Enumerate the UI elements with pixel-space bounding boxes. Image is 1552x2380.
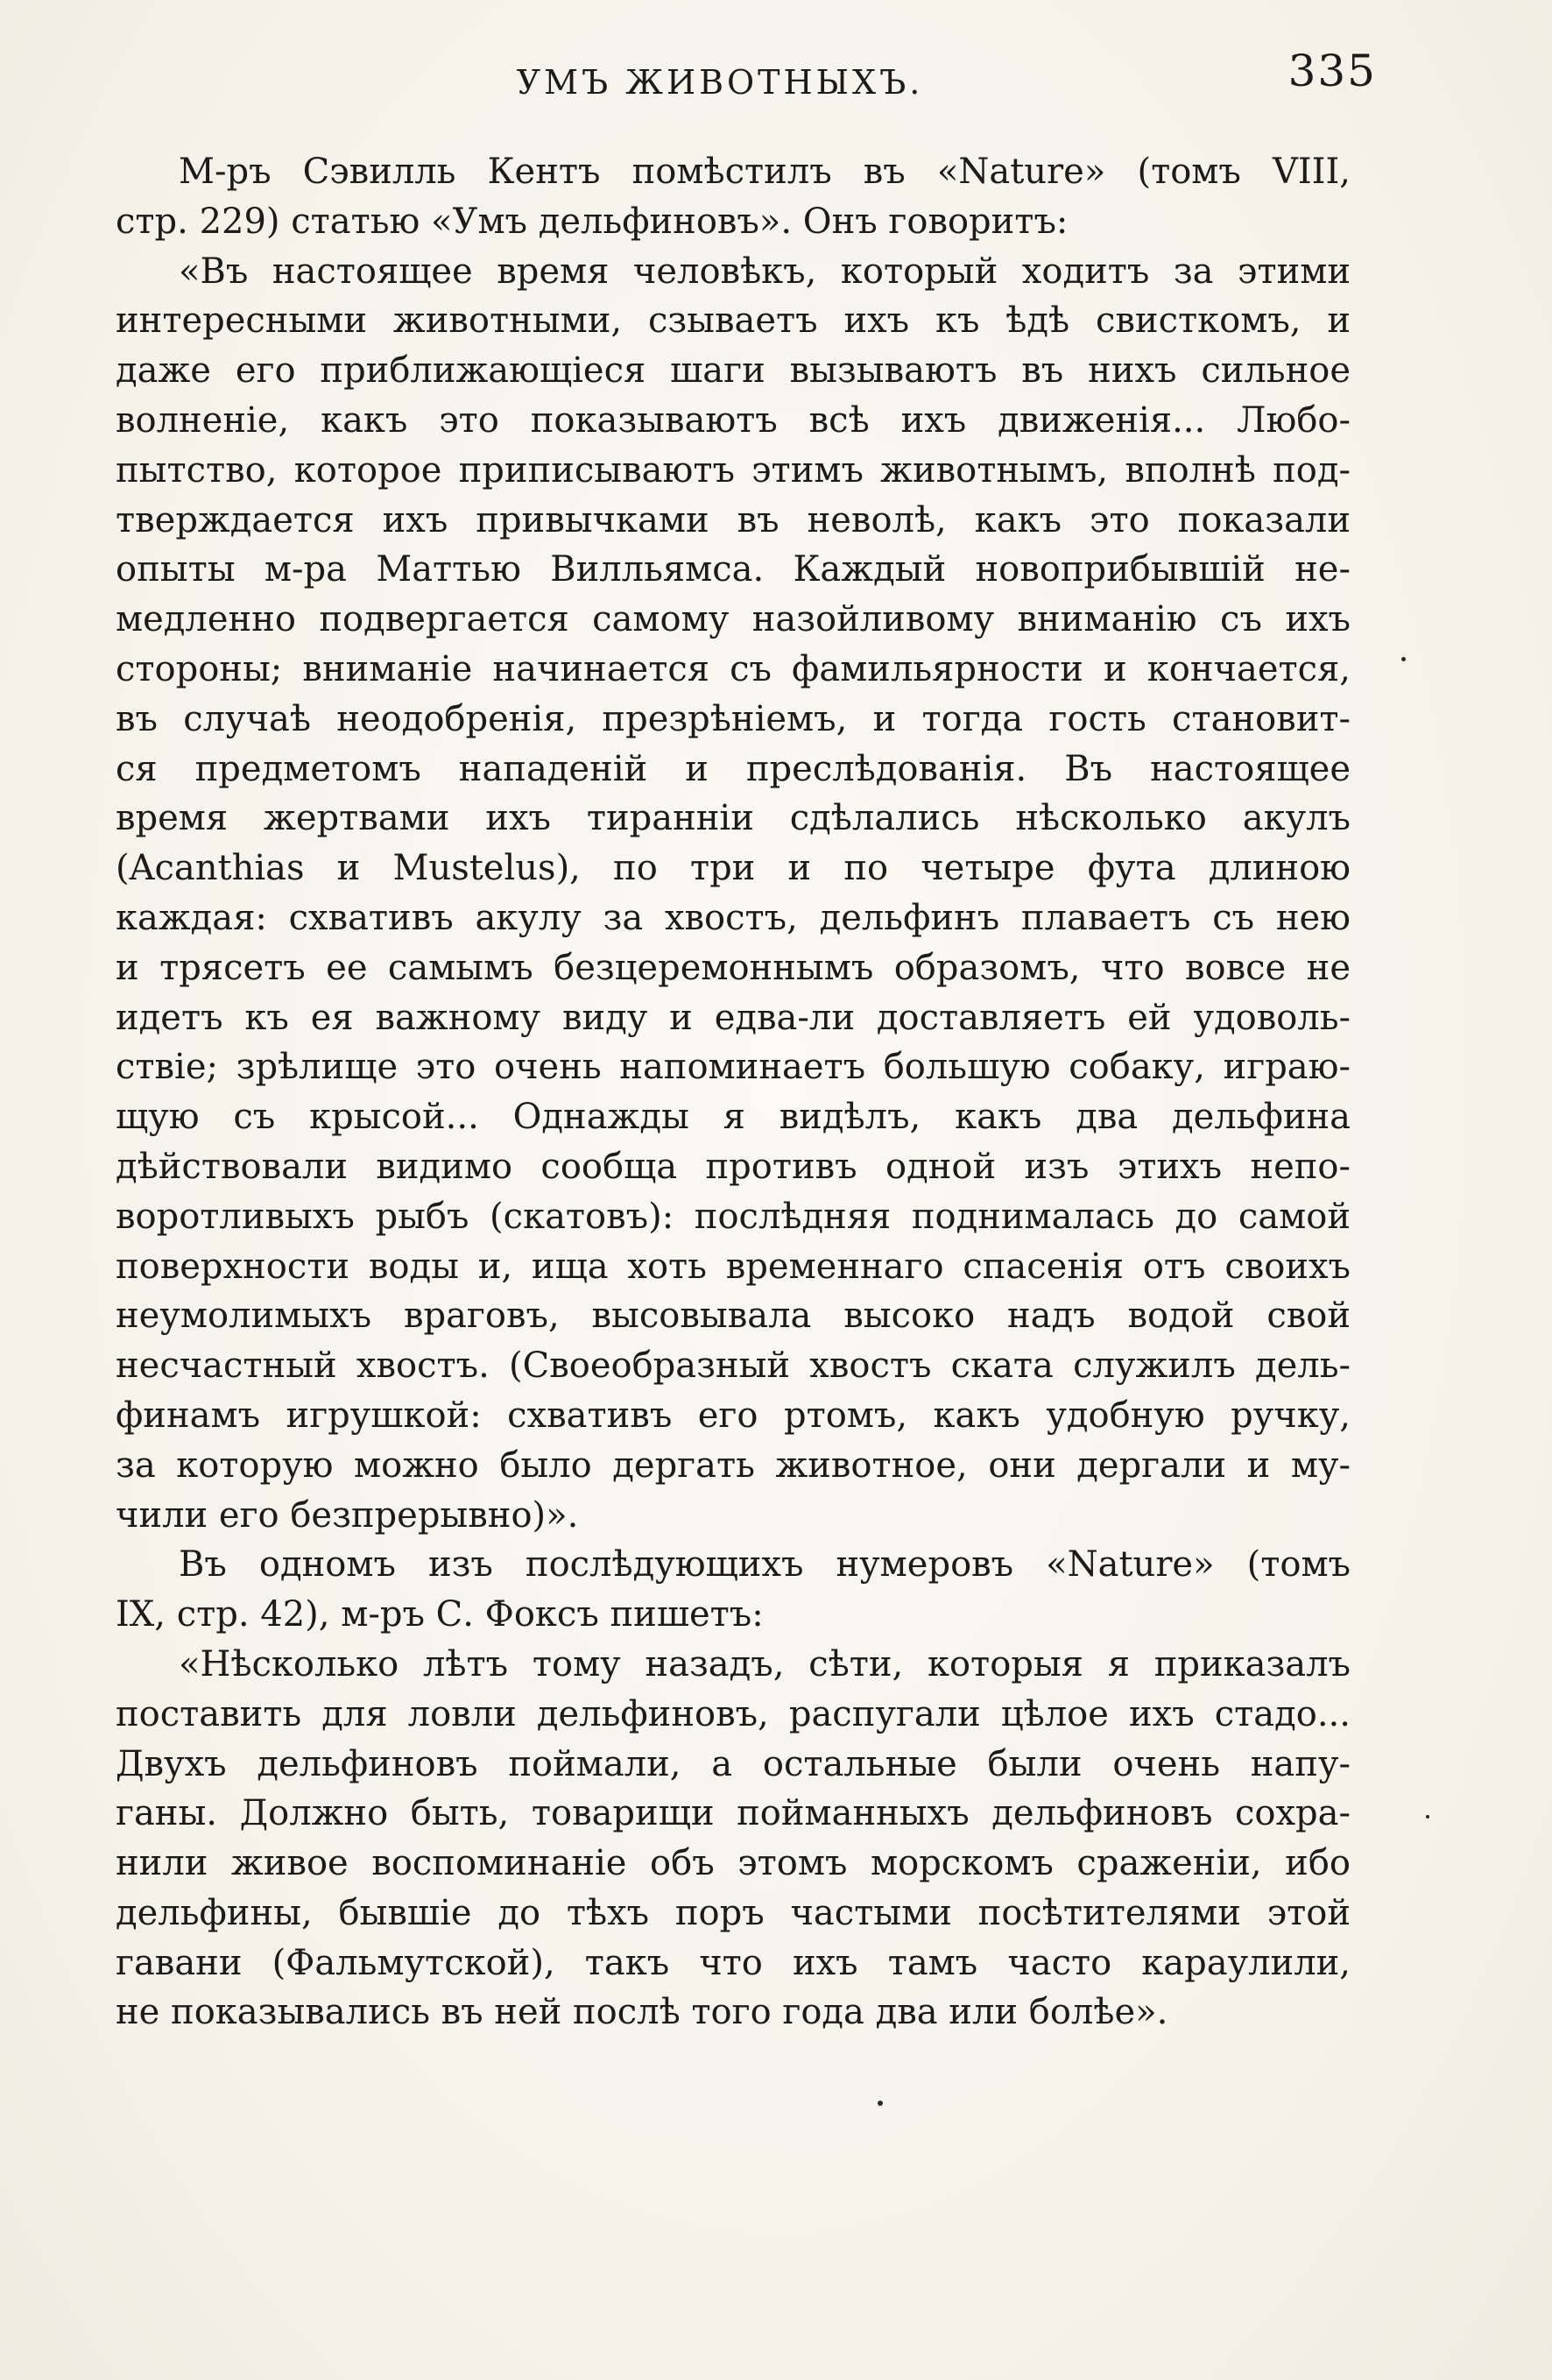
print-speck	[1426, 1815, 1429, 1819]
text-line: ся предметомъ нападеній и преслѣдованія. Въ настоящее	[116, 748, 1351, 789]
running-title: УМЪ ЖИВОТНЫХЪ.	[516, 63, 924, 102]
text-line: волненіе, какъ это показываютъ всѣ ихъ движенія... Любо-	[116, 399, 1351, 441]
text-line: интересными животными, сзываетъ ихъ къ ѣдѣ свисткомъ, и	[116, 300, 1351, 342]
text-line: и трясетъ ее самымъ безцеремоннымъ образомъ, что вовсе не	[116, 947, 1351, 988]
text-line: каждая: схвативъ акулу за хвостъ, дельфинъ плаваетъ съ нею	[116, 897, 1351, 938]
text-line: нили живое воспоминаніе объ этомъ морскомъ сраженіи, ибо	[116, 1843, 1351, 1884]
body-text	[116, 147, 1351, 2037]
text-line: IX, стр. 42), м-ръ С. Фоксъ пишетъ:	[116, 1594, 764, 1635]
text-line: идетъ къ ея важному виду и едва-ли доставляетъ ей удоволь-	[116, 997, 1351, 1038]
text-line: несчастный хвостъ. (Своеобразный хвостъ ската служилъ дель-	[116, 1345, 1351, 1387]
print-speck	[1401, 657, 1406, 661]
text-line: дѣйствовали видимо сообща противъ одной изъ этихъ непо-	[116, 1146, 1351, 1187]
text-line: поверхности воды и, ища хоть временнаго спасенія отъ своихъ	[116, 1246, 1351, 1287]
text-line: неумолимыхъ враговъ, высовывала высоко надъ водой свой	[116, 1296, 1351, 1337]
text-line: не показывались въ ней послѣ того года два или болѣе».	[116, 1992, 1168, 2033]
text-line: дельфины, бывшіе до тѣхъ поръ частыми посѣтителями этой	[116, 1892, 1351, 1933]
text-line: ствіе; зрѣлище это очень напоминаетъ большую собаку, играю-	[116, 1047, 1351, 1088]
text-line: за которую можно было дергать животное, они дергали и му-	[116, 1444, 1351, 1486]
text-line: стр. 229) статью «Умъ дельфиновъ». Онъ говоритъ:	[116, 201, 1069, 242]
text-line: чили его безпрерывно)».	[116, 1494, 579, 1536]
text-line: пытство, которое приписываютъ этимъ животнымъ, вполнѣ под-	[116, 449, 1351, 491]
text-line: Въ одномъ изъ послѣдующихъ нумеровъ «Nature» (томъ	[179, 1544, 1351, 1585]
text-line: «Въ настоящее время человѣкъ, который ходитъ за этими	[179, 251, 1351, 292]
text-line: въ случаѣ неодобренія, презрѣніемъ, и тогда гость становит-	[116, 698, 1351, 739]
text-line: воротливыхъ рыбъ (скатовъ): послѣдняя поднималась до самой	[116, 1196, 1351, 1237]
text-line: поставить для ловли дельфиновъ, распугали цѣлое ихъ стадо...	[116, 1693, 1351, 1734]
text-line: тверждается ихъ привычками въ неволѣ, какъ это показали	[116, 499, 1351, 540]
text-line: время жертвами ихъ тиранніи сдѣлались нѣсколько акулъ	[116, 798, 1351, 839]
text-line: «Нѣсколько лѣтъ тому назадъ, сѣти, которыя я приказалъ	[179, 1643, 1351, 1684]
text-line: ганы. Должно быть, товарищи пойманныхъ дельфиновъ сохра-	[116, 1793, 1351, 1834]
running-head	[116, 35, 1377, 105]
text-line: финамъ игрушкой: схвативъ его ртомъ, какъ удобную ручку,	[116, 1395, 1351, 1436]
text-line: медленно подвергается самому назойливому вниманію съ ихъ	[116, 599, 1351, 640]
text-line: М-ръ Сэвилль Кентъ помѣстилъ въ «Nature» (томъ VIII,	[179, 152, 1351, 192]
print-speck	[878, 2101, 883, 2106]
text-line: опыты м-ра Маттью Вилльямса. Каждый новоприбывшій не-	[116, 549, 1351, 590]
text-line: Двухъ дельфиновъ поймали, а остальные были очень напу-	[116, 1743, 1351, 1784]
text-line: (Acanthias и Mustelus), по три и по четыре фута длиною	[116, 848, 1351, 889]
text-line: щую съ крысой... Однажды я видѣлъ, какъ два дельфина	[116, 1097, 1351, 1138]
text-line: стороны; вниманіе начинается съ фамильярности и кончается,	[116, 648, 1351, 689]
text-line: даже его приближающіеся шаги вызываютъ въ нихъ сильное	[116, 350, 1351, 392]
page-number: 335	[1287, 46, 1377, 96]
text-line: гавани (Фальмутской), такъ что ихъ тамъ часто караулили,	[116, 1942, 1351, 1983]
